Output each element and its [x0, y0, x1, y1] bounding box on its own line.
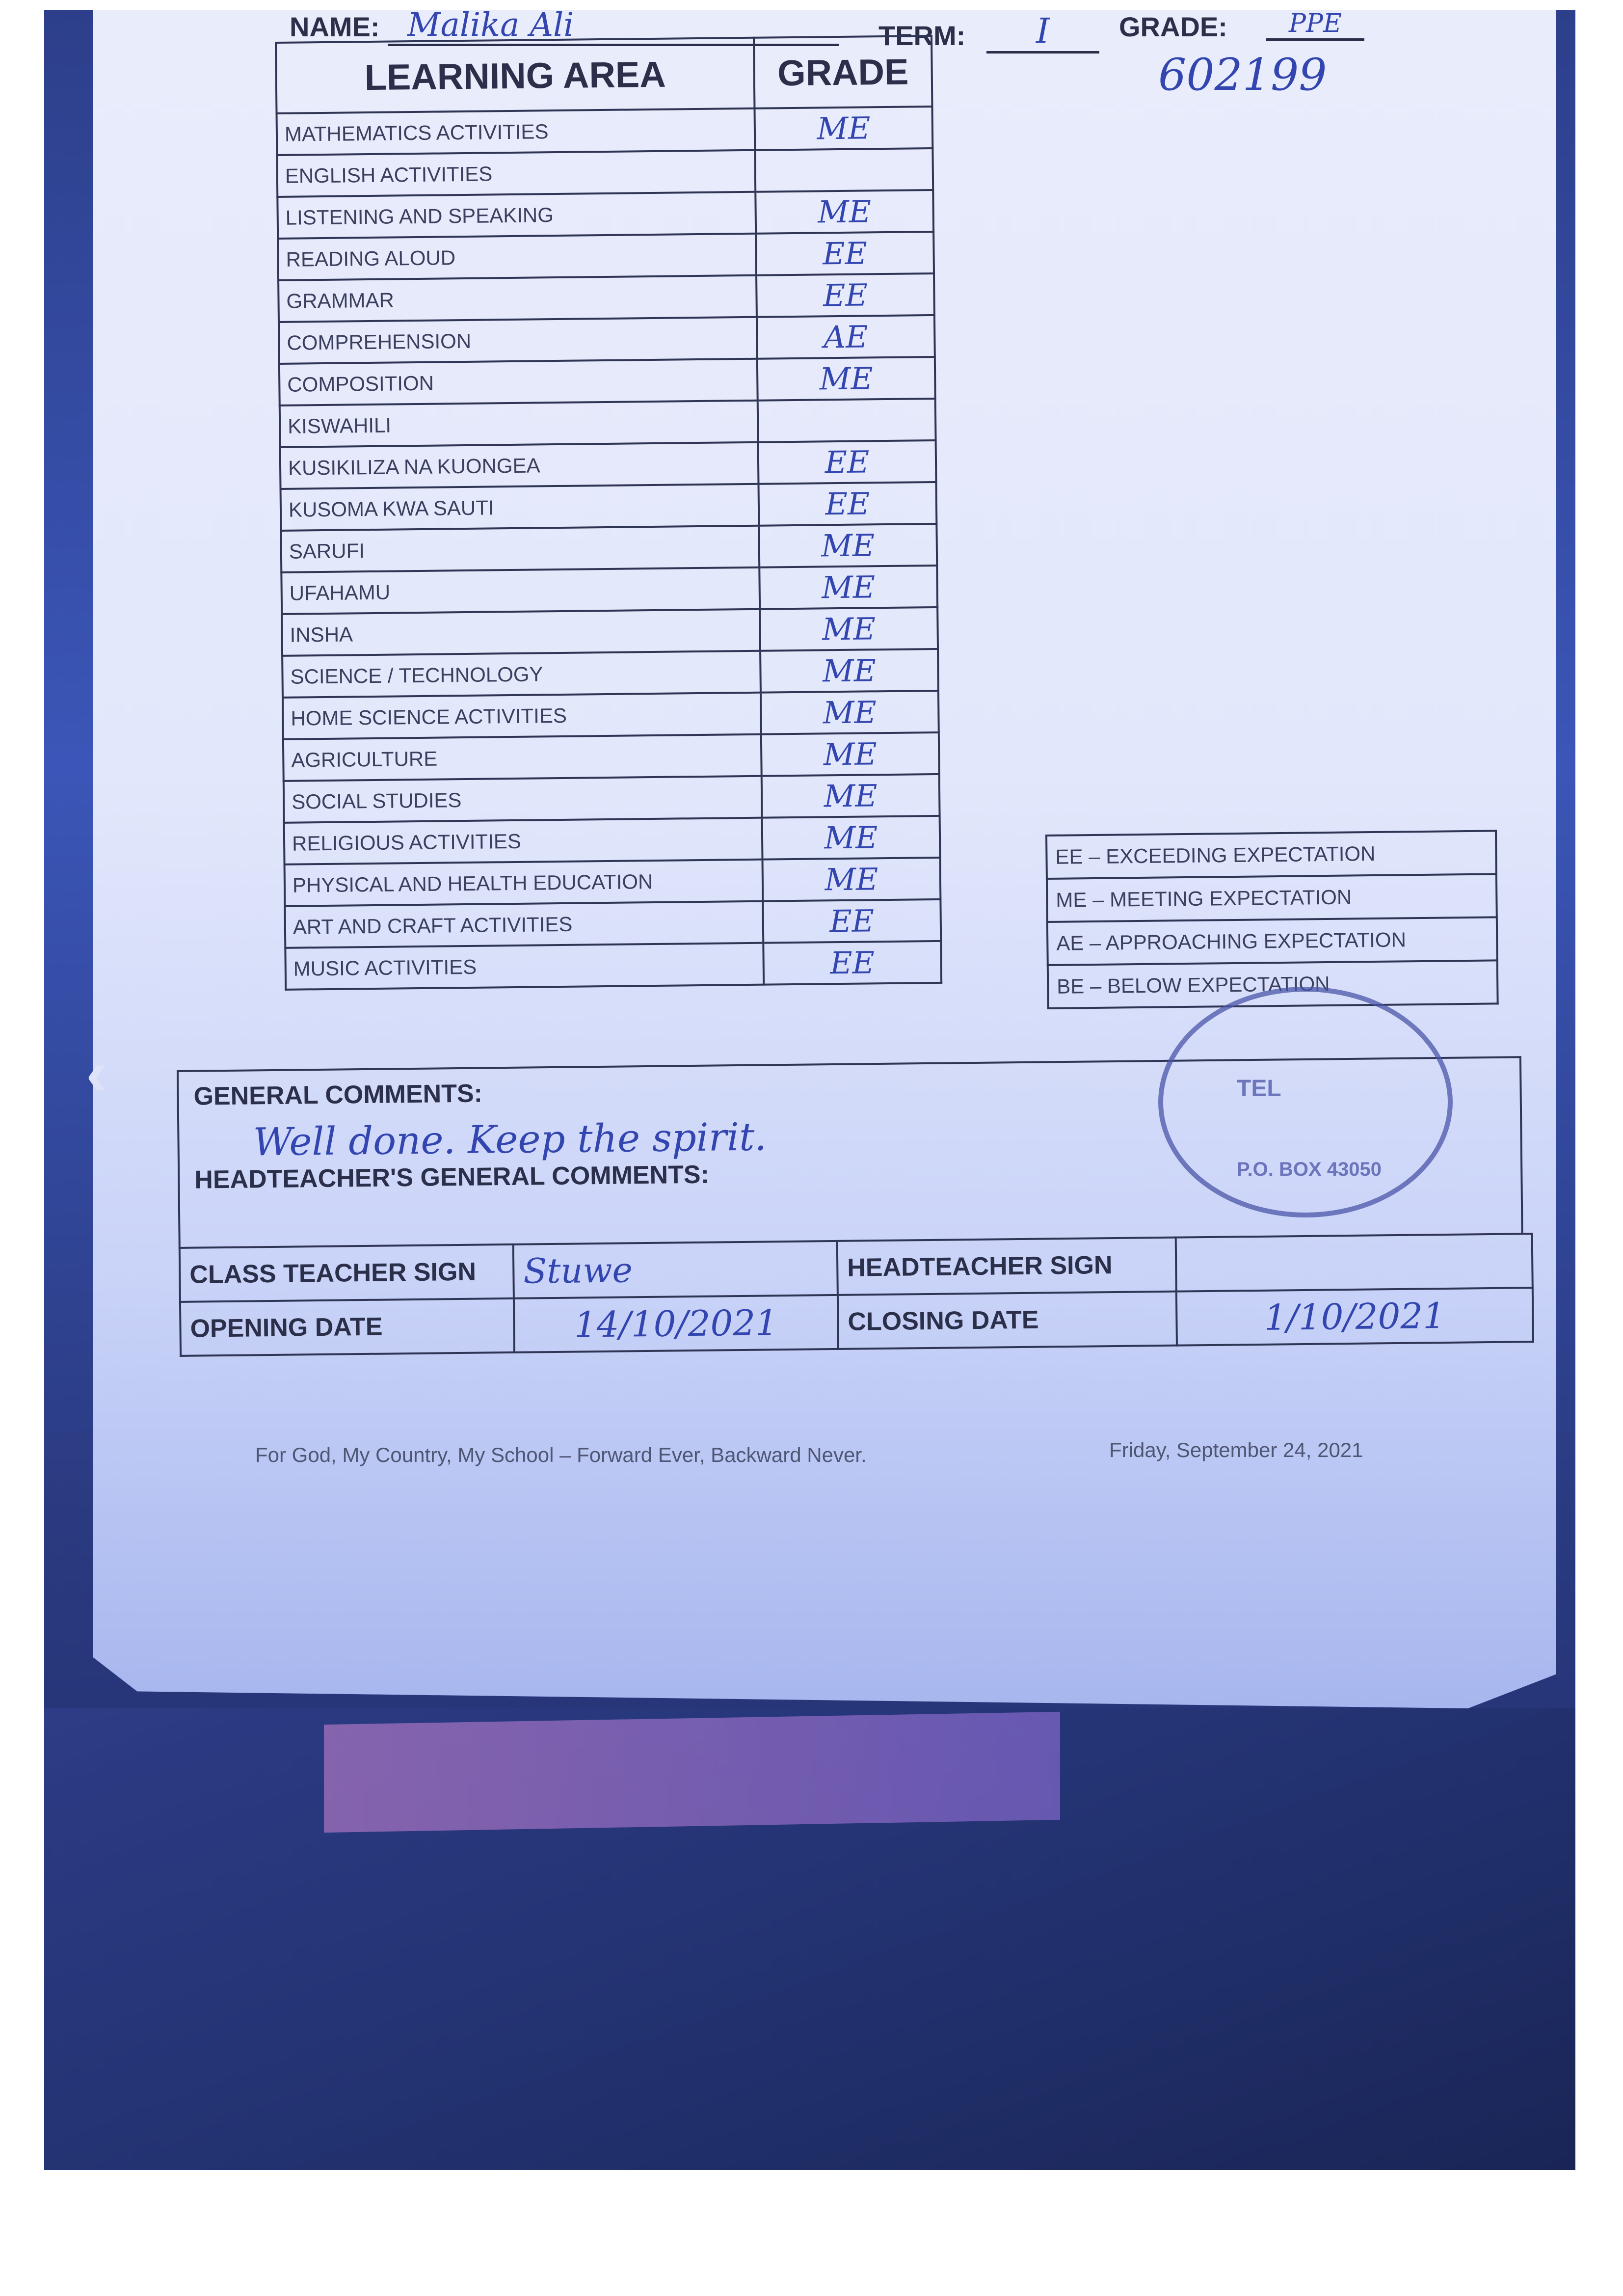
grade-cell: EE [756, 232, 934, 275]
learning-area-cell: SOCIAL STUDIES [284, 776, 762, 823]
learning-area-cell: KUSIKILIZA NA KUONGEA [280, 442, 759, 489]
table-row [277, 148, 933, 197]
learning-area-cell: INSHA [282, 609, 760, 656]
grade-cell: AE [757, 315, 935, 359]
table-row [280, 399, 936, 447]
learning-area-cell: READING ALOUD [278, 234, 756, 280]
table-row [278, 232, 934, 280]
book-cover [324, 1712, 1060, 1833]
headteacher-sign-label: HEADTEACHER SIGN [837, 1238, 1176, 1295]
table-row [285, 941, 941, 990]
legend-me: ME – MEETING EXPECTATION [1047, 874, 1497, 922]
grade-value: PPE [1266, 9, 1364, 41]
signature-grid [179, 1233, 1534, 1357]
term-label: TERM: [878, 20, 966, 51]
grade-cell: ME [759, 566, 937, 609]
grade-cell: EE [758, 482, 936, 526]
school-motto: For God, My Country, My School – Forward Ever, Backward Never. [255, 1443, 867, 1466]
learning-area-cell: GRAMMAR [278, 275, 757, 322]
class-teacher-sign-label: CLASS TEACHER SIGN [180, 1244, 514, 1302]
term-value: I [986, 11, 1099, 54]
table-row [285, 899, 941, 948]
grade-cell: EE [763, 899, 941, 943]
table-row [284, 774, 940, 823]
closing-date-label: CLOSING DATE [838, 1292, 1177, 1349]
table-header-row [276, 36, 932, 113]
legend-ae: AE – APPROACHING EXPECTATION [1047, 917, 1497, 965]
learning-area-cell: KISWAHILI [280, 401, 758, 447]
name-label: NAME: [290, 11, 380, 42]
grade-header: GRADE [754, 36, 932, 108]
learning-area-cell: LISTENING AND SPEAKING [277, 192, 756, 239]
learning-area-cell: RELIGIOUS ACTIVITIES [284, 818, 763, 864]
grade-cell: ME [761, 732, 939, 776]
learning-area-cell: ART AND CRAFT ACTIVITIES [285, 901, 763, 948]
print-date: Friday, September 24, 2021 [1109, 1438, 1363, 1461]
name-value: Malika Ali [388, 6, 839, 46]
chevron-left-icon: ‹ [86, 1037, 107, 1108]
headteacher-signature [1176, 1234, 1533, 1292]
grade-cell: ME [755, 190, 933, 234]
handwritten-number: 602199 [1158, 49, 1327, 101]
grade-cell: EE [756, 273, 934, 317]
grade-cell: ME [762, 816, 940, 860]
table-row [282, 607, 938, 656]
grade-legend [1045, 830, 1499, 1009]
legend-ee: EE – EXCEEDING EXPECTATION [1046, 831, 1496, 879]
stamp-box: P.O. BOX 43050 [1237, 1159, 1382, 1180]
table-row [283, 691, 939, 739]
school-stamp [1158, 987, 1453, 1217]
general-comments-text: Well done. Keep the spirit. [253, 1115, 767, 1165]
learning-area-cell: AGRICULTURE [283, 734, 762, 781]
grade-cell: ME [759, 524, 937, 567]
general-comments-label: GENERAL COMMENTS: [193, 1079, 483, 1111]
table-row [279, 357, 935, 405]
grade-cell: EE [763, 941, 941, 985]
table-row [281, 482, 937, 531]
table-row [284, 816, 940, 864]
table-row [277, 190, 933, 239]
grade-cell: ME [760, 607, 938, 651]
learning-area-cell: PHYSICAL AND HEALTH EDUCATION [285, 860, 763, 906]
learning-area-cell: COMPOSITION [279, 359, 758, 405]
learning-area-cell: KUSOMA KWA SAUTI [281, 484, 759, 531]
table-row [281, 566, 937, 614]
learning-area-cell: MATHEMATICS ACTIVITIES [277, 108, 755, 155]
grade-cell [755, 148, 933, 192]
grade-cell [758, 399, 936, 442]
learning-area-header: LEARNING AREA [276, 38, 754, 113]
grades-table [275, 35, 942, 991]
table-row [277, 107, 933, 155]
learning-area-cell: HOME SCIENCE ACTIVITIES [283, 693, 761, 739]
table-row [283, 732, 939, 781]
learning-area-cell: SARUFI [281, 526, 759, 572]
opening-date-value: 14/10/2021 [514, 1295, 838, 1352]
grade-cell: ME [762, 774, 940, 818]
grade-cell: ME [757, 357, 935, 401]
grade-cell: ME [754, 107, 932, 150]
table-row [278, 273, 934, 322]
headteacher-comments-label: HEADTEACHER'S GENERAL COMMENTS: [194, 1160, 710, 1194]
grade-label: GRADE: [1119, 11, 1227, 42]
table-row [281, 524, 937, 572]
legend-be: BE – BELOW EXPECTATION [1048, 960, 1498, 1008]
learning-area-cell: SCIENCE / TECHNOLOGY [282, 651, 761, 698]
learning-area-cell: MUSIC ACTIVITIES [285, 943, 764, 990]
table-row [280, 440, 936, 489]
learning-area-cell: UFAHAMU [281, 567, 760, 614]
grade-cell: ME [762, 858, 940, 901]
grade-cell: ME [761, 691, 939, 734]
grade-cell: EE [758, 440, 936, 484]
table-row [285, 858, 941, 906]
learning-area-cell: ENGLISH ACTIVITIES [277, 150, 755, 197]
class-teacher-signature: Stuwe [513, 1241, 838, 1298]
table-row [282, 649, 938, 698]
closing-date-value: 1/10/2021 [1176, 1288, 1533, 1346]
table-row [279, 315, 935, 364]
opening-date-label: OPENING DATE [180, 1298, 514, 1356]
learning-area-cell: COMPREHENSION [279, 317, 757, 364]
stamp-tel: TEL [1237, 1076, 1281, 1102]
grade-cell: ME [760, 649, 938, 693]
